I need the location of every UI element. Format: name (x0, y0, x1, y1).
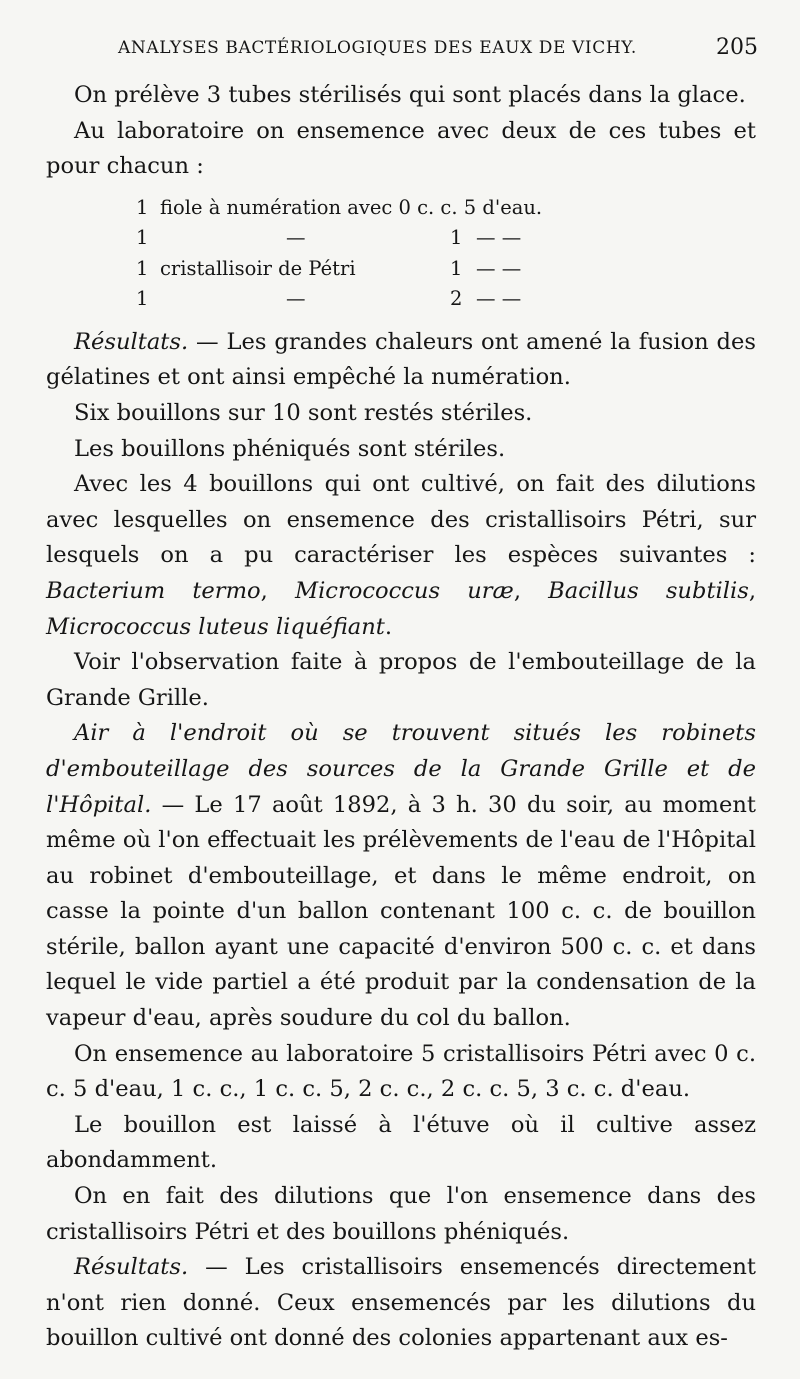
running-title: ANALYSES BACTÉRIOLOGIQUES DES EAUX DE VICHY. (118, 38, 637, 58)
table-row (46, 223, 756, 254)
section-label: Résultats. (74, 328, 189, 355)
table-ditto: — — (476, 256, 522, 280)
table-item: — (286, 287, 306, 311)
paragraph: On en fait des dilutions que l'on ensemence dans des cristallisoirs Pétri et des bouillons phéniqués. (46, 1183, 756, 1245)
species-name: Micrococcus luteus liquéfiant (46, 613, 385, 640)
paragraph: On ensemence au laboratoire 5 cristallisoirs Pétri avec 0 c. c. 5 d'eau, 1 c. c., 1 c. c. 5, 2 c. c., 2 c. c. 5, 3 c. c. d'eau. (46, 1040, 756, 1103)
table-count: 1 (136, 226, 149, 250)
body-text (46, 78, 756, 1357)
paragraph: Avec les 4 bouillons qui ont cultivé, on fait des dilutions avec lesquelles on ensemence des cristallisoirs Pétri, sur lesquels on a pu caractériser les espèces suivantes : Bacterium termo, Micrococcus uræ, Bacillus subtilis, Micrococcus luteus liquéfiant. (46, 471, 756, 640)
paragraph: Voir l'observation faite à propos de l'embouteillage de la Grande Grille. (46, 649, 756, 711)
table-item: cristallisoir de Pétri (160, 256, 356, 280)
species-name: Micrococcus uræ (294, 577, 514, 604)
table-item: — (286, 226, 306, 250)
section-label: Résultats. (74, 1254, 189, 1281)
table-volume: 2 (450, 287, 463, 311)
paragraph: Les bouillons phéniqués sont stériles. (74, 435, 506, 462)
table-row (46, 193, 756, 224)
paragraph: Résultats. — Les grandes chaleurs ont amené la fusion des gélatines et ont ainsi empêché la numération. (46, 328, 756, 391)
section-heading: Air à l'endroit où se trouvent situés les robinets d'embouteillage des sources de la Grande Grille et de l'Hôpital. (46, 720, 756, 818)
table-ditto: — — (476, 287, 522, 311)
table-row (46, 254, 756, 285)
species-name: Bacillus subtilis (548, 577, 749, 604)
table-count: 1 (136, 287, 149, 311)
page-number: 205 (716, 35, 758, 60)
paragraph: Résultats. — Les cristallisoirs ensemencés directement n'ont rien donné. Ceux ensemencés par les dilutions du bouillon cultivé ont donné des colonies appartenant aux es- (46, 1254, 756, 1352)
paragraph: Au laboratoire on ensemence avec deux de ces tubes et pour chacun : (46, 117, 756, 180)
table-ditto: — — (476, 226, 522, 250)
table-count: 1 (136, 195, 149, 219)
paragraph: Six bouillons sur 10 sont restés stériles. (74, 399, 533, 426)
paragraph: On prélève 3 tubes stérilisés qui sont placés dans la glace. (74, 82, 746, 108)
table-count: 1 (136, 256, 149, 280)
paragraph: Air à l'endroit où se trouvent situés les robinets d'embouteillage des sources de la Grande Grille et de l'Hôpital. — Le 17 août 1892, à 3 h. 30 du soir, au moment même où l'on effectuait les prélèvements de l'eau de l'Hôpital au robinet d'embouteillage, et dans le même endroit, on casse la pointe d'un ballon contenant 100 c. c. de bouillon stérile, ballon ayant une capacité d'environ 500 c. c. et dans lequel le vide partiel a été produit par la condensation de la vapeur d'eau, après soudure du col du ballon. (46, 720, 756, 1032)
table-row (46, 284, 756, 315)
page-header (118, 35, 758, 68)
sample-table (46, 193, 756, 315)
paragraph: Le bouillon est laissé à l'étuve où il cultive assez abondamment. (46, 1111, 756, 1174)
table-volume: 1 (450, 226, 463, 250)
table-item: fiole à numération avec 0 c. c. 5 d'eau. (160, 195, 543, 219)
species-name: Bacterium termo (46, 577, 261, 604)
table-volume: 1 (450, 256, 463, 280)
